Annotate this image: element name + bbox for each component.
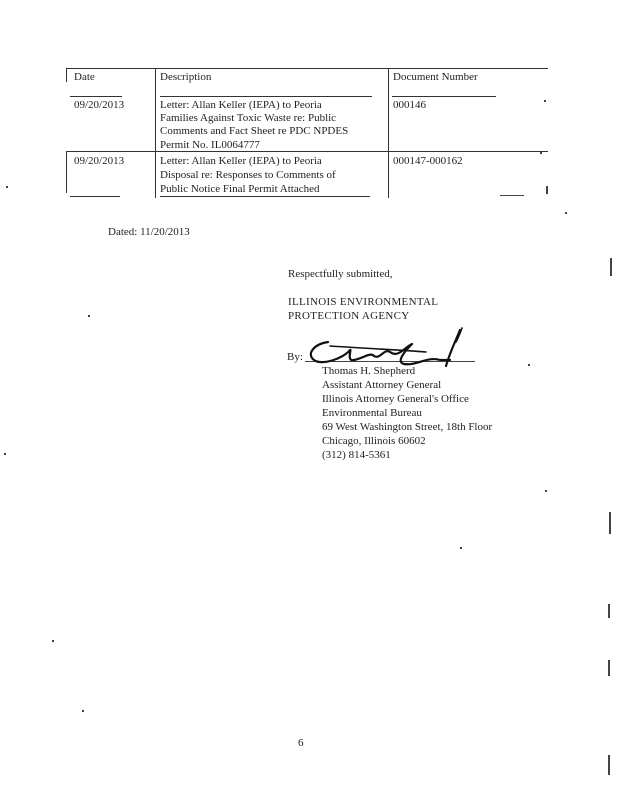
scan-mark bbox=[82, 710, 84, 712]
signer-office: Illinois Attorney General's Office bbox=[322, 393, 469, 405]
scan-mark bbox=[460, 547, 462, 549]
table-col-divider-2 bbox=[388, 68, 389, 198]
page-number: 6 bbox=[298, 737, 304, 749]
scan-mark bbox=[52, 640, 54, 642]
scan-mark bbox=[565, 212, 567, 214]
scan-mark bbox=[540, 152, 542, 154]
row2-description-line3: Public Notice Final Permit Attached bbox=[160, 183, 320, 195]
row1-description-line3: Comments and Fact Sheet re PDC NPDES bbox=[160, 125, 349, 137]
row1-doc-number: 000146 bbox=[393, 99, 426, 111]
signer-phone: (312) 814-5361 bbox=[322, 449, 391, 461]
scan-mark bbox=[608, 755, 610, 775]
header-description: Description bbox=[160, 71, 212, 83]
row2-date: 09/20/2013 bbox=[74, 155, 125, 167]
row1-description-line2: Families Against Toxic Waste re: Public bbox=[160, 112, 337, 124]
row1-top-rule-right bbox=[392, 96, 496, 97]
scan-mark bbox=[545, 490, 547, 492]
scan-mark bbox=[528, 364, 530, 366]
signer-title: Assistant Attorney General bbox=[322, 379, 442, 391]
closing: Respectfully submitted, bbox=[288, 268, 393, 280]
signer-city: Chicago, Illinois 60602 bbox=[322, 435, 426, 447]
signer-name: Thomas H. Shepherd bbox=[322, 365, 416, 377]
row1-description-line4: Permit No. IL0064777 bbox=[160, 139, 260, 151]
scan-mark bbox=[608, 604, 610, 618]
agency-line1: ILLINOIS ENVIRONMENTAL bbox=[288, 296, 439, 308]
row1-top-rule-left bbox=[70, 96, 122, 97]
row2-top-rule bbox=[66, 151, 548, 152]
row2-left-border bbox=[66, 151, 67, 193]
scan-mark bbox=[546, 186, 548, 194]
scan-mark bbox=[500, 195, 524, 196]
table-left-border bbox=[66, 68, 67, 82]
signer-bureau: Environmental Bureau bbox=[322, 407, 422, 419]
agency-line2: PROTECTION AGENCY bbox=[288, 310, 410, 322]
row2-description-line2: Disposal re: Responses to Comments of bbox=[160, 169, 336, 181]
table-col-divider-1 bbox=[155, 68, 156, 198]
scan-mark bbox=[88, 315, 90, 317]
row2-description-line1: Letter: Allan Keller (IEPA) to Peoria bbox=[160, 155, 322, 167]
row2-doc-number: 000147-000162 bbox=[393, 155, 463, 167]
table-top-rule bbox=[66, 68, 548, 69]
scan-mark bbox=[610, 258, 612, 276]
scan-mark bbox=[544, 100, 546, 102]
table-bottom-rule-left bbox=[70, 196, 120, 197]
header-date: Date bbox=[74, 71, 95, 83]
row1-top-rule-mid bbox=[160, 96, 372, 97]
by-label: By: bbox=[287, 351, 303, 363]
scan-mark bbox=[609, 512, 611, 534]
scan-mark bbox=[4, 453, 6, 455]
scan-mark bbox=[6, 186, 8, 188]
dated-line: Dated: 11/20/2013 bbox=[108, 226, 190, 238]
scan-mark bbox=[608, 660, 610, 676]
row1-date: 09/20/2013 bbox=[74, 99, 125, 111]
header-document-number: Document Number bbox=[393, 71, 478, 83]
signer-street: 69 West Washington Street, 18th Floor bbox=[322, 421, 493, 433]
row1-description-line1: Letter: Allan Keller (IEPA) to Peoria bbox=[160, 99, 322, 111]
table-bottom-rule-mid bbox=[160, 196, 370, 197]
